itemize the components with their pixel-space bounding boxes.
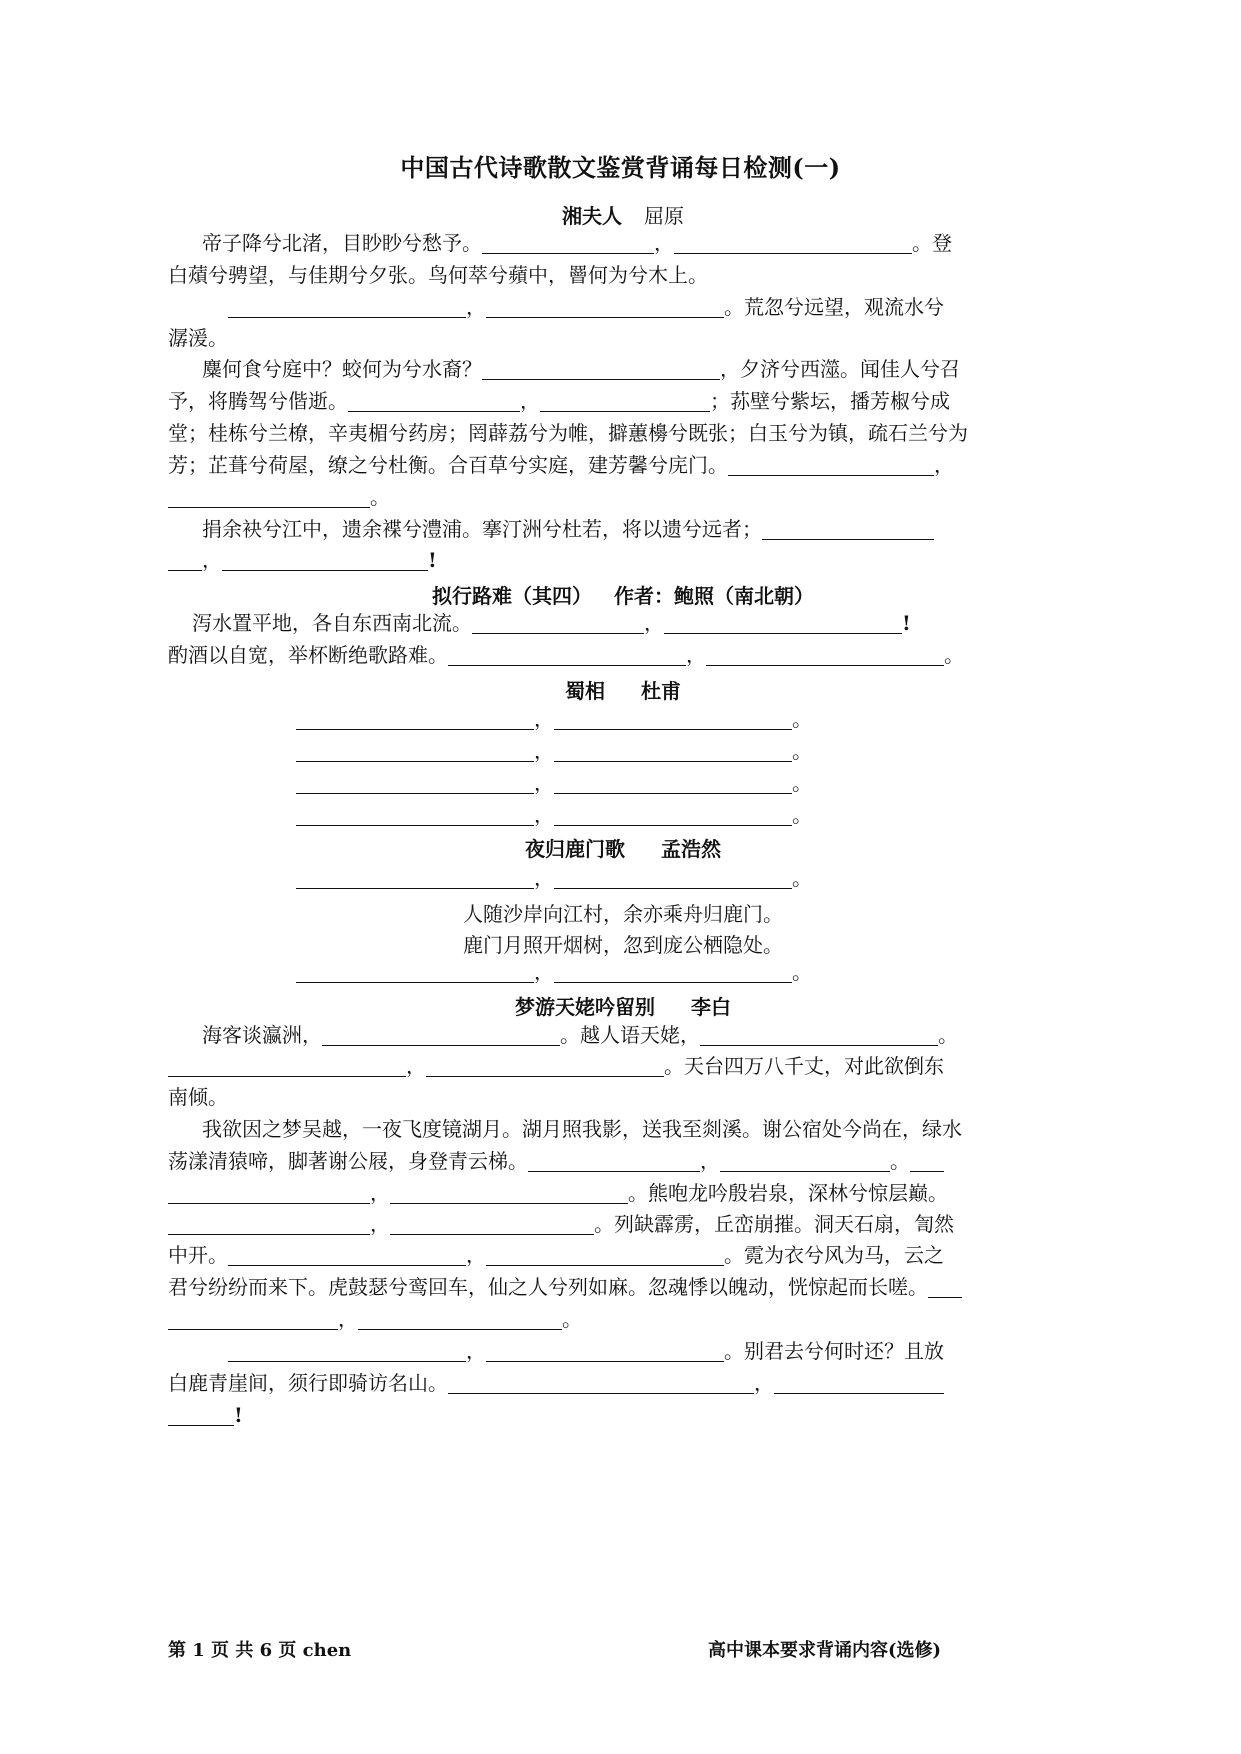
poem-title: 梦游天姥吟留别: [515, 995, 655, 1019]
footer-course-note: 高中课本要求背诵内容(选修): [708, 1640, 942, 1661]
answer-blank[interactable]: [554, 805, 792, 826]
answer-blank[interactable]: [296, 773, 534, 794]
poem-heading-xiangfuren: [188, 200, 1058, 229]
answer-blank[interactable]: [482, 233, 654, 254]
answer-blank[interactable]: [762, 519, 934, 540]
poem-heading-mengyou: [188, 991, 1058, 1020]
answer-blank[interactable]: [486, 1341, 724, 1362]
answer-blank[interactable]: [448, 1373, 754, 1394]
poem-heading-yeguilumen: [188, 833, 1058, 862]
text-line: ， 。荒忽兮远望，观流水兮: [228, 295, 944, 319]
answer-blank[interactable]: [228, 1341, 466, 1362]
text-line: ， 。: [296, 707, 812, 731]
answer-blank[interactable]: [296, 805, 534, 826]
text-line: ， 。列缺霹雳，丘峦崩摧。洞天石扇，訇然: [168, 1212, 954, 1236]
answer-blank[interactable]: [700, 1025, 938, 1046]
text-line: 白鹿青崖间，须行即骑访名山。 ，: [168, 1371, 944, 1395]
poem-title: 拟行路难（其四）: [432, 584, 592, 608]
answer-blank[interactable]: [928, 1277, 962, 1298]
answer-blank[interactable]: [358, 1309, 562, 1330]
answer-blank[interactable]: [228, 297, 466, 318]
text-line: 我欲因之梦吴越，一夜飞度镜湖月。湖月照我影，送我至剡溪。谢公宿处今尚在，绿水: [202, 1117, 962, 1141]
page-title: 中国古代诗歌散文鉴赏背诵每日检测(一): [400, 153, 841, 182]
answer-blank[interactable]: [168, 1056, 406, 1077]
answer-blank[interactable]: [554, 709, 792, 730]
answer-blank[interactable]: [720, 1151, 890, 1172]
poem-author: 作者：鲍照（南北朝）: [614, 584, 814, 608]
answer-blank[interactable]: [774, 1373, 944, 1394]
answer-blank[interactable]: [168, 550, 202, 571]
answer-blank[interactable]: [486, 1245, 724, 1266]
text-line: 海客谈瀛洲， 。越人语天姥， 。: [202, 1023, 958, 1047]
poem-title: 湘夫人: [562, 204, 622, 228]
answer-blank[interactable]: [664, 613, 902, 634]
answer-blank[interactable]: [390, 1214, 594, 1235]
text-line: 。: [168, 485, 390, 509]
answer-blank[interactable]: [554, 741, 792, 762]
text-line: ， 。: [296, 960, 812, 984]
text-line: ， 。熊咆龙吟殷岩泉，深林兮惊层巅。: [168, 1181, 948, 1205]
text-line: 人随沙岸向江村，余亦乘舟归鹿门。: [463, 902, 783, 926]
text-line: 麋何食兮庭中？蛟何为兮水裔？ ，夕济兮西澨。闻佳人兮召: [202, 357, 960, 381]
text-line: ， 。天台四万八千丈，对此欲倒东: [168, 1054, 944, 1078]
answer-blank[interactable]: [554, 962, 792, 983]
poem-title: 夜归鹿门歌: [525, 837, 625, 861]
answer-blank[interactable]: [426, 1056, 664, 1077]
text-line: 予，将腾驾兮偕逝。 ， ；荪壁兮紫坛，播芳椒兮成: [168, 389, 950, 413]
text-line: 堂；桂栋兮兰橑，辛夷楣兮药房；罔薜荔兮为帷，擗蕙櫋兮既张；白玉兮为镇，疏石兰兮为: [168, 421, 968, 445]
answer-blank[interactable]: [296, 962, 534, 983]
text-line: ， 。: [168, 1307, 582, 1331]
answer-blank[interactable]: [528, 1151, 700, 1172]
footer-page-number: 第 1 页 共 6 页 chen: [168, 1640, 352, 1661]
text-line: 中开。 ， 。霓为衣兮风为马，云之: [168, 1243, 944, 1267]
answer-blank[interactable]: [486, 297, 724, 318]
answer-blank[interactable]: [540, 391, 710, 412]
answer-blank[interactable]: [296, 868, 534, 889]
text-line: 潺湲。: [168, 326, 228, 350]
answer-blank[interactable]: [910, 1151, 944, 1172]
answer-blank[interactable]: [728, 455, 934, 476]
text-line: 荡漾清猿啼，脚著谢公屐，身登青云梯。 ， 。: [168, 1149, 944, 1173]
answer-blank[interactable]: [390, 1183, 628, 1204]
answer-blank[interactable]: [168, 487, 370, 508]
text-line: 帝子降兮北渚，目眇眇兮愁予。 ， 。登: [202, 231, 952, 255]
answer-blank[interactable]: [296, 709, 534, 730]
poem-heading-xinglunan: [188, 580, 1058, 609]
answer-blank[interactable]: [706, 645, 944, 666]
answer-blank[interactable]: [472, 613, 644, 634]
text-line: ， 。: [296, 866, 812, 890]
answer-blank[interactable]: [448, 645, 686, 666]
text-line: 捐余袂兮江中，遗余褋兮澧浦。搴汀洲兮杜若，将以遗兮远者；: [202, 517, 934, 541]
text-line: ， 。: [296, 739, 812, 763]
answer-blank[interactable]: [674, 233, 912, 254]
poem-author: 杜甫: [641, 679, 681, 703]
answer-blank[interactable]: [168, 1309, 338, 1330]
text-line: 芳；芷葺兮荷屋，缭之兮杜衡。合百草兮实庭，建芳馨兮庑门。 ，: [168, 453, 954, 477]
text-line: !: [168, 1403, 243, 1427]
poem-author: 屈原: [644, 204, 684, 228]
text-line: 南倾。: [168, 1085, 228, 1109]
text-line: ， 。: [296, 771, 812, 795]
answer-blank[interactable]: [296, 741, 534, 762]
poem-heading-shuxiang: [188, 675, 1058, 704]
text-line: 酌酒以自宽，举杯断绝歌路难。 ， 。: [168, 643, 964, 667]
text-line: 君兮纷纷而来下。虎鼓瑟兮鸾回车，仙之人兮列如麻。忽魂悸以魄动，恍惊起而长嗟。: [168, 1275, 962, 1299]
answer-blank[interactable]: [222, 550, 428, 571]
answer-blank[interactable]: [554, 773, 792, 794]
poem-author: 孟浩然: [661, 837, 721, 861]
answer-blank[interactable]: [322, 1025, 560, 1046]
poem-title: 蜀相: [565, 679, 605, 703]
answer-blank[interactable]: [168, 1183, 370, 1204]
poem-author: 李白: [691, 995, 731, 1019]
text-line: ， 。: [296, 803, 812, 827]
text-line: 泻水置平地，各自东西南北流。 ， !: [192, 611, 911, 635]
answer-blank[interactable]: [554, 868, 792, 889]
answer-blank[interactable]: [228, 1245, 466, 1266]
text-line: ， !: [168, 548, 437, 572]
answer-blank[interactable]: [168, 1214, 370, 1235]
text-line: ， 。别君去兮何时还？且放: [228, 1339, 944, 1363]
answer-blank[interactable]: [168, 1405, 234, 1426]
answer-blank[interactable]: [348, 391, 520, 412]
answer-blank[interactable]: [482, 359, 720, 380]
text-line: 鹿门月照开烟树，忽到庞公栖隐处。: [463, 933, 783, 957]
text-line: 白薠兮骋望，与佳期兮夕张。鸟何萃兮蘋中，罾何为兮木上。: [168, 263, 708, 287]
